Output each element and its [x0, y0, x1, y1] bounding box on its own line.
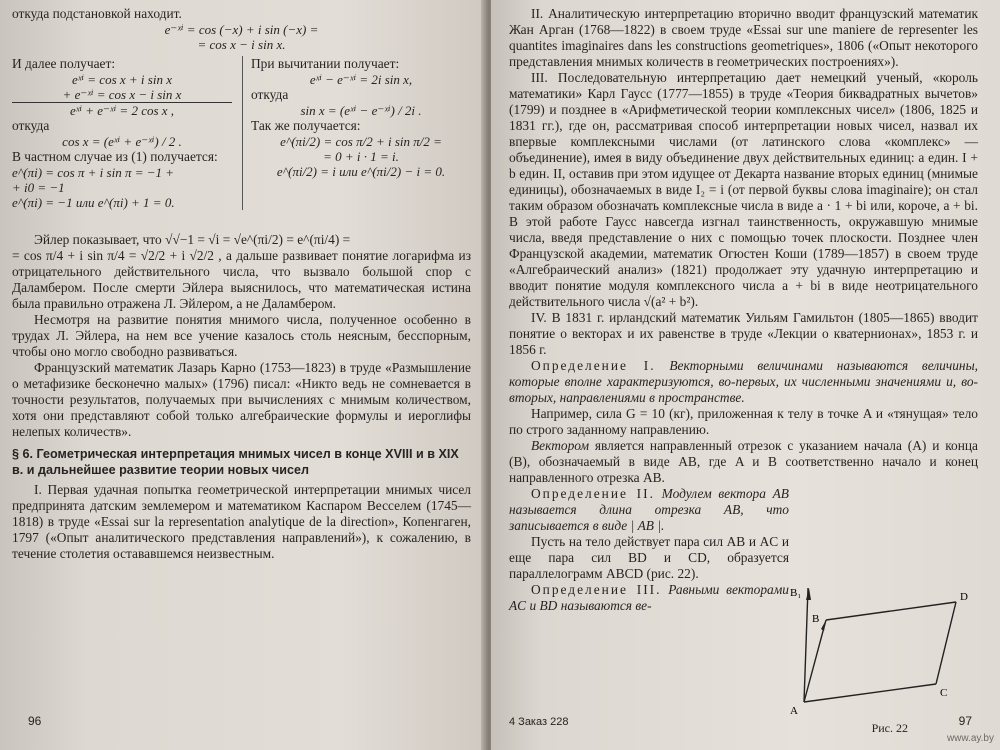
paragraph: Французский математик Лазарь Карно (1753—1823) в труде «Размышление о метафизике бесконечно малых» (1796) писал: «Никто ведь не сомневается в точности результатов, получаемых при вычислениях с мнимым количеством, хотя они представляют собой только алгебраические формулы и иероглифы нелепых количеств». — [12, 360, 471, 439]
definition-text: Модулем вектора AB называется длина отрезка AB, что записывается в виде | AB |. — [509, 486, 789, 533]
side-bd — [826, 602, 956, 620]
label-b1: B₁ — [790, 587, 802, 599]
formula: sin x = (eˣⁱ − e⁻ˣⁱ) / 2i . — [300, 103, 422, 118]
arrowhead — [821, 620, 826, 631]
word: откуда — [12, 118, 50, 133]
right-page — [491, 0, 1000, 750]
watermark: www.ay.by — [946, 733, 994, 744]
formula: e^(πi/2) = cos π/2 + i sin π/2 = — [280, 134, 442, 149]
label-a: A — [790, 705, 798, 717]
formula: eˣⁱ + e⁻ˣⁱ = 2 cos x , — [12, 102, 232, 118]
euler-formula: Эйлер показывает, что √√−1 = √i = √e^(πi/2) = e^(πi/4) = — [34, 232, 351, 247]
paragraph: Пусть на тело действует пара сил AB и AC и еще пара сил BD и CD, образуется параллелограмм ABCD (рис. 22). — [509, 534, 789, 581]
formula: cos x = (eˣⁱ + e⁻ˣⁱ) / 2 . — [62, 134, 182, 149]
label-d: D — [960, 591, 968, 603]
paragraph: IV. В 1831 г. ирландский математик Уильям Гамильтон (1805—1865) вводит понятие о векторах и их равенстве в труде «Лекции о кватернионах», 1853 г. и 1856 г. — [509, 310, 978, 357]
definition-3 — [509, 582, 789, 614]
column-lead: При вычитании получает: — [251, 56, 400, 71]
definition-text: Равными векторами AC и BD называются ве- — [509, 582, 789, 613]
term: Вектором — [531, 438, 590, 453]
page-number: 96 — [28, 714, 42, 728]
formula: eˣⁱ − e⁻ˣⁱ = 2i sin x, — [309, 72, 413, 87]
formula: + i0 = −1 — [12, 180, 65, 195]
paragraph: = cos π/4 + i sin π/4 = √2/2 + i √2/2 , а дальше развивает понятие логарифма из отрицательного действительного числа, что вызвало большой спор с Даламбером. После смерти Эйлера выяснилось, что математическая истина была правильно отражена Л. Эйлером, а не Даламбером. — [12, 248, 471, 311]
formula: e^(πi/2) = i или e^(πi/2) − i = 0. — [276, 164, 446, 179]
page-number: 97 — [958, 714, 972, 728]
left-page — [0, 0, 487, 750]
column-text: Так же получается: — [251, 118, 361, 133]
label-c: C — [940, 687, 948, 699]
side-ac — [804, 684, 936, 702]
paragraph: III. Последовательную интерпретацию дает немецкий ученый, «король математики» Карл Гаусс (1777—1855) в труде «Теория биквадратных вычетов» (1799) и позднее в «Арифметической теории комплексных чисел» (1806, 1825 и 1831 гг.), где он, рассматривая способ интерпретации новых чисел, назвал их впервые комплексными числами (от латинского слова «комплекс» — объединение), имея в виду объединение двух действительных единиц: a един. I + b един. II, оставив при этом идущее от Декарта название вторых единиц (мнимые единицы), обозначаемых в виде I₂ = i (от первой буквы слова imaginaire); он стал таким образом обозначать комплексные числа в виде a · 1 + bi или, короче, a + bi. В этой работе Гаусс навсегда изгнал таинственность, окружавшую мнимые числа, введя представление о них с помощью точек плоскости. Позднее член Французской академии, математик Огюстен Коши (1789—1857) в своем труде «Алгебраический анализ» (1821) продолжает эту удачную интерпретацию и вводит понятие модуля комплексного числа a + bi в виде неотрицательного действительного числа √(a² + b²). — [509, 70, 978, 309]
parallelogram-diagram — [786, 580, 976, 720]
formula-columns — [12, 56, 471, 210]
formula-column-sub — [242, 56, 471, 210]
paragraph: II. Аналитическую интерпретацию вторично вводит французский математик Жан Арган (1768—1822) в своем труде «Essai sur une maniere de representer les quantites imaginaires dans les constructions geometriques», 1806 («Опыт некоторого представления мнимых количеств в геометрических построениях»). — [509, 6, 978, 69]
print-signature: 4 Заказ 228 — [509, 716, 569, 728]
formula: = 0 + i · 1 = i. — [323, 149, 399, 164]
definition-2 — [509, 486, 789, 534]
word: откуда — [251, 87, 289, 102]
definition-label: Определение III. — [531, 582, 662, 597]
figure-caption: Рис. 22 — [871, 721, 908, 735]
paragraph — [509, 438, 978, 486]
vector-ab — [804, 620, 826, 702]
top-line: откуда подстановкой находит. — [12, 6, 182, 21]
column-text: В частном случае из (1) получается: — [12, 149, 218, 164]
formula: + e⁻ˣⁱ = cos x − i sin x — [62, 87, 182, 102]
definition-label: Определение I. — [531, 358, 656, 373]
formula-column-add — [12, 56, 232, 210]
definition-text: Векторными величинами называются величины, которые вполне характеризуются, во-первых, их численными значениями и, во-вторых, направлениями в пространстве. — [509, 358, 978, 405]
formula: e^(πi) = cos π + i sin π = −1 + — [12, 165, 175, 180]
figure-22-parallelogram — [786, 580, 976, 720]
paragraph: Несмотря на развитие понятия мнимого числа, полученное особенно в трудах Л. Эйлера, на нем все учение казалось столь неясным, бесспорным, чтобы оно могло свободно развиваться. — [12, 312, 471, 359]
paragraph-text: является направленный отрезок с указанием начала (A) и конца (B), обозначаемый в виде AB, где A и B соответственно начало и конец направленного отрезка AB. — [509, 438, 979, 485]
formula: eˣⁱ = cos x + i sin x — [71, 72, 172, 87]
vector-ab1 — [804, 588, 808, 702]
section-heading: § 6. Геометрическая интерпретация мнимых чисел в конце XVIII и в XIX в. и дальнейшее развитие теории новых чисел — [12, 447, 459, 477]
paragraph: I. Первая удачная попытка геометрической интерпретации мнимых чисел предпринята датским землемером и математиком Каспаром Весселем (1745—1818) в труде «Essai sur la representation analytique de la direction», Копенгаген, 1797 («Опыт аналитического представления направлений»), к сожалению, в течение столетия остававшемся неизвестным. — [12, 482, 471, 561]
formula: = cos x − i sin x. — [197, 37, 286, 52]
formula: e^(πi) = −1 или e^(πi) + 1 = 0. — [12, 195, 175, 210]
paragraph: Например, сила G = 10 (кг), приложенная к телу в точке A и «тянущая» тело по строго заданному направлению. — [509, 406, 978, 437]
definition-label: Определение II. — [531, 486, 655, 501]
narrow-column — [509, 486, 789, 614]
column-lead: И далее получает: — [12, 56, 116, 71]
side-cd — [936, 602, 956, 684]
label-b: B — [812, 613, 820, 625]
formula: e⁻ˣⁱ = cos (−x) + i sin (−x) = — [164, 22, 319, 37]
definition-1 — [509, 358, 978, 406]
